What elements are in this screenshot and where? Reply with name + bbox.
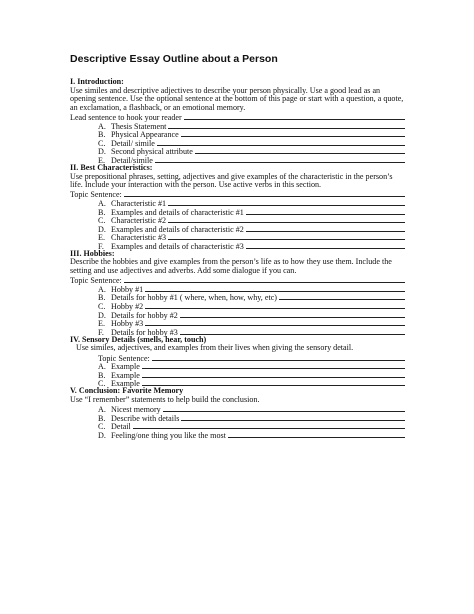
item-label: Example (111, 370, 140, 380)
item-letter: C. (98, 302, 106, 312)
item-letter: B. (98, 413, 106, 423)
outline-item (70, 207, 405, 216)
outline-body (70, 78, 405, 439)
item-letter: E. (98, 233, 105, 243)
item-letter: B. (98, 370, 106, 380)
outline-item (70, 301, 405, 310)
outline-item (70, 147, 405, 156)
item-letter: D. (98, 310, 106, 320)
blank-line (279, 293, 405, 301)
outline-item (70, 216, 405, 225)
outline-item (70, 121, 405, 130)
item-label: Feeling/one thing you like the most (111, 430, 226, 440)
item-letter: A. (98, 362, 106, 372)
lead-sentence-label: Lead sentence to hook your reader (70, 112, 182, 122)
blank-line (157, 138, 405, 146)
section-heading: III. Hobbies: (70, 248, 115, 258)
topic-sentence-line (70, 276, 405, 285)
item-label: Characteristic #3 (111, 233, 167, 243)
blank-line (145, 284, 405, 292)
outline-item (70, 224, 405, 233)
outline-item (70, 430, 405, 439)
document-title: Descriptive Essay Outline about a Person (70, 53, 278, 65)
blank-line (133, 422, 405, 430)
item-label: Example (111, 362, 140, 372)
outline-item (70, 362, 405, 371)
blank-line (181, 130, 405, 138)
item-label: Detail/simile (111, 155, 153, 165)
item-letter: E. (98, 319, 105, 329)
blank-line (155, 155, 405, 163)
outline-item (70, 138, 405, 147)
outline-item (70, 293, 405, 302)
item-letter: C. (98, 379, 106, 389)
blank-line (124, 276, 405, 284)
item-letter: F. (98, 241, 104, 251)
outline-item (70, 284, 405, 293)
item-label: Describe with details (111, 413, 180, 423)
outline-item (70, 241, 405, 250)
blank-line (246, 207, 405, 215)
outline-item (70, 198, 405, 207)
item-letter: A. (98, 405, 106, 415)
outline-item (70, 319, 405, 328)
lead-sentence-line (70, 112, 405, 121)
section-instructions: Use similes and descriptive adjectives to describe your person physically. Use a good lead as an opening sentence. Use the optional sentence at the bottom of this page or start with a question, a quote, an exclamation, a flashback, or an emotional memory. (70, 85, 404, 112)
item-letter: B. (98, 293, 106, 303)
blank-line (228, 430, 405, 438)
topic-sentence-label: Topic Sentence: (98, 353, 150, 363)
section-heading: IV. Sensory Details (smells, hear, touch) (70, 334, 207, 344)
topic-sentence-label: Topic Sentence: (70, 276, 122, 286)
item-label: Details for hobby #2 (111, 310, 178, 320)
section-instructions: Use prepositional phrases, setting, adjectives and give examples of the characteristic in the person’s life. Include your interaction with the person. Use active verbs in this section. (70, 171, 393, 190)
item-letter: D. (98, 430, 106, 440)
item-label: Example (111, 379, 140, 389)
item-letter: A. (98, 284, 106, 294)
blank-line (145, 319, 405, 327)
blank-line (145, 301, 405, 309)
item-letter: A. (98, 198, 106, 208)
item-letter: C. (98, 216, 106, 226)
outline-item (70, 233, 405, 242)
outline-item (70, 413, 405, 422)
blank-line (246, 241, 405, 249)
section-heading: V. Conclusion: Favorite Memory (70, 386, 184, 396)
outline-item (70, 130, 405, 139)
item-letter: B. (98, 207, 106, 217)
blank-line (142, 362, 405, 370)
item-label: Characteristic #2 (111, 216, 167, 226)
blank-line (142, 370, 405, 378)
blank-line (180, 327, 405, 335)
item-letter: F. (98, 327, 104, 337)
section-instructions: Describe the hobbies and give examples from the person’s life as to how they use them. Include the setting and use adjectives and adverbs. Add some dialogue if you can. (70, 257, 392, 276)
item-label: Detail (111, 422, 131, 432)
blank-line (195, 147, 405, 155)
item-label: Second physical attribute (111, 147, 193, 157)
outline-item (70, 370, 405, 379)
blank-line (180, 310, 405, 318)
item-letter: D. (98, 147, 106, 157)
blank-line (168, 121, 405, 129)
blank-line (142, 379, 405, 387)
item-label: Characteristic #1 (111, 198, 167, 208)
section-instructions: Use similes, adjectives, and examples from their lives when giving the sensory detail. (76, 343, 354, 353)
item-letter: B. (98, 130, 106, 140)
section-instructions: Use “I remember” statements to help build the conclusion. (70, 394, 260, 404)
section-heading: I. Introduction: (70, 77, 124, 86)
blank-line (152, 353, 405, 361)
section-heading: II. Best Characteristics: (70, 162, 153, 172)
item-label: Details for hobby #1 ( where, when, how, why, etc) (111, 293, 277, 303)
item-letter: A. (98, 121, 106, 131)
item-label: Examples and details of characteristic #2 (111, 224, 244, 234)
blank-line (246, 224, 405, 232)
item-label: Hobby #1 (111, 284, 144, 294)
item-label: Hobby #2 (111, 302, 144, 312)
item-label: Physical Appearance (111, 130, 179, 140)
item-label: Hobby #3 (111, 319, 144, 329)
item-label: Details for hobby #3 (111, 327, 178, 337)
item-letter: E. (98, 155, 105, 165)
item-letter: D. (98, 224, 106, 234)
item-label: Examples and details of characteristic #1 (111, 207, 244, 217)
item-label: Examples and details of characteristic #3 (111, 241, 244, 251)
item-label: Nicest memory (111, 405, 161, 415)
blank-line (168, 198, 405, 206)
blank-line (168, 233, 405, 241)
blank-line (184, 112, 405, 120)
topic-sentence-line (70, 353, 405, 362)
topic-sentence-line (70, 190, 405, 199)
blank-line (168, 216, 405, 224)
outline-item (70, 422, 405, 431)
outline-item (70, 405, 405, 414)
blank-line (124, 190, 405, 198)
item-label: Thesis Statement (110, 121, 167, 131)
item-label: Detail/ simile (111, 138, 155, 148)
item-letter: C. (98, 422, 106, 432)
blank-line (181, 413, 405, 421)
item-letter: C. (98, 138, 106, 148)
outline-item (70, 310, 405, 319)
topic-sentence-label: Topic Sentence: (70, 190, 122, 200)
blank-line (163, 405, 405, 413)
